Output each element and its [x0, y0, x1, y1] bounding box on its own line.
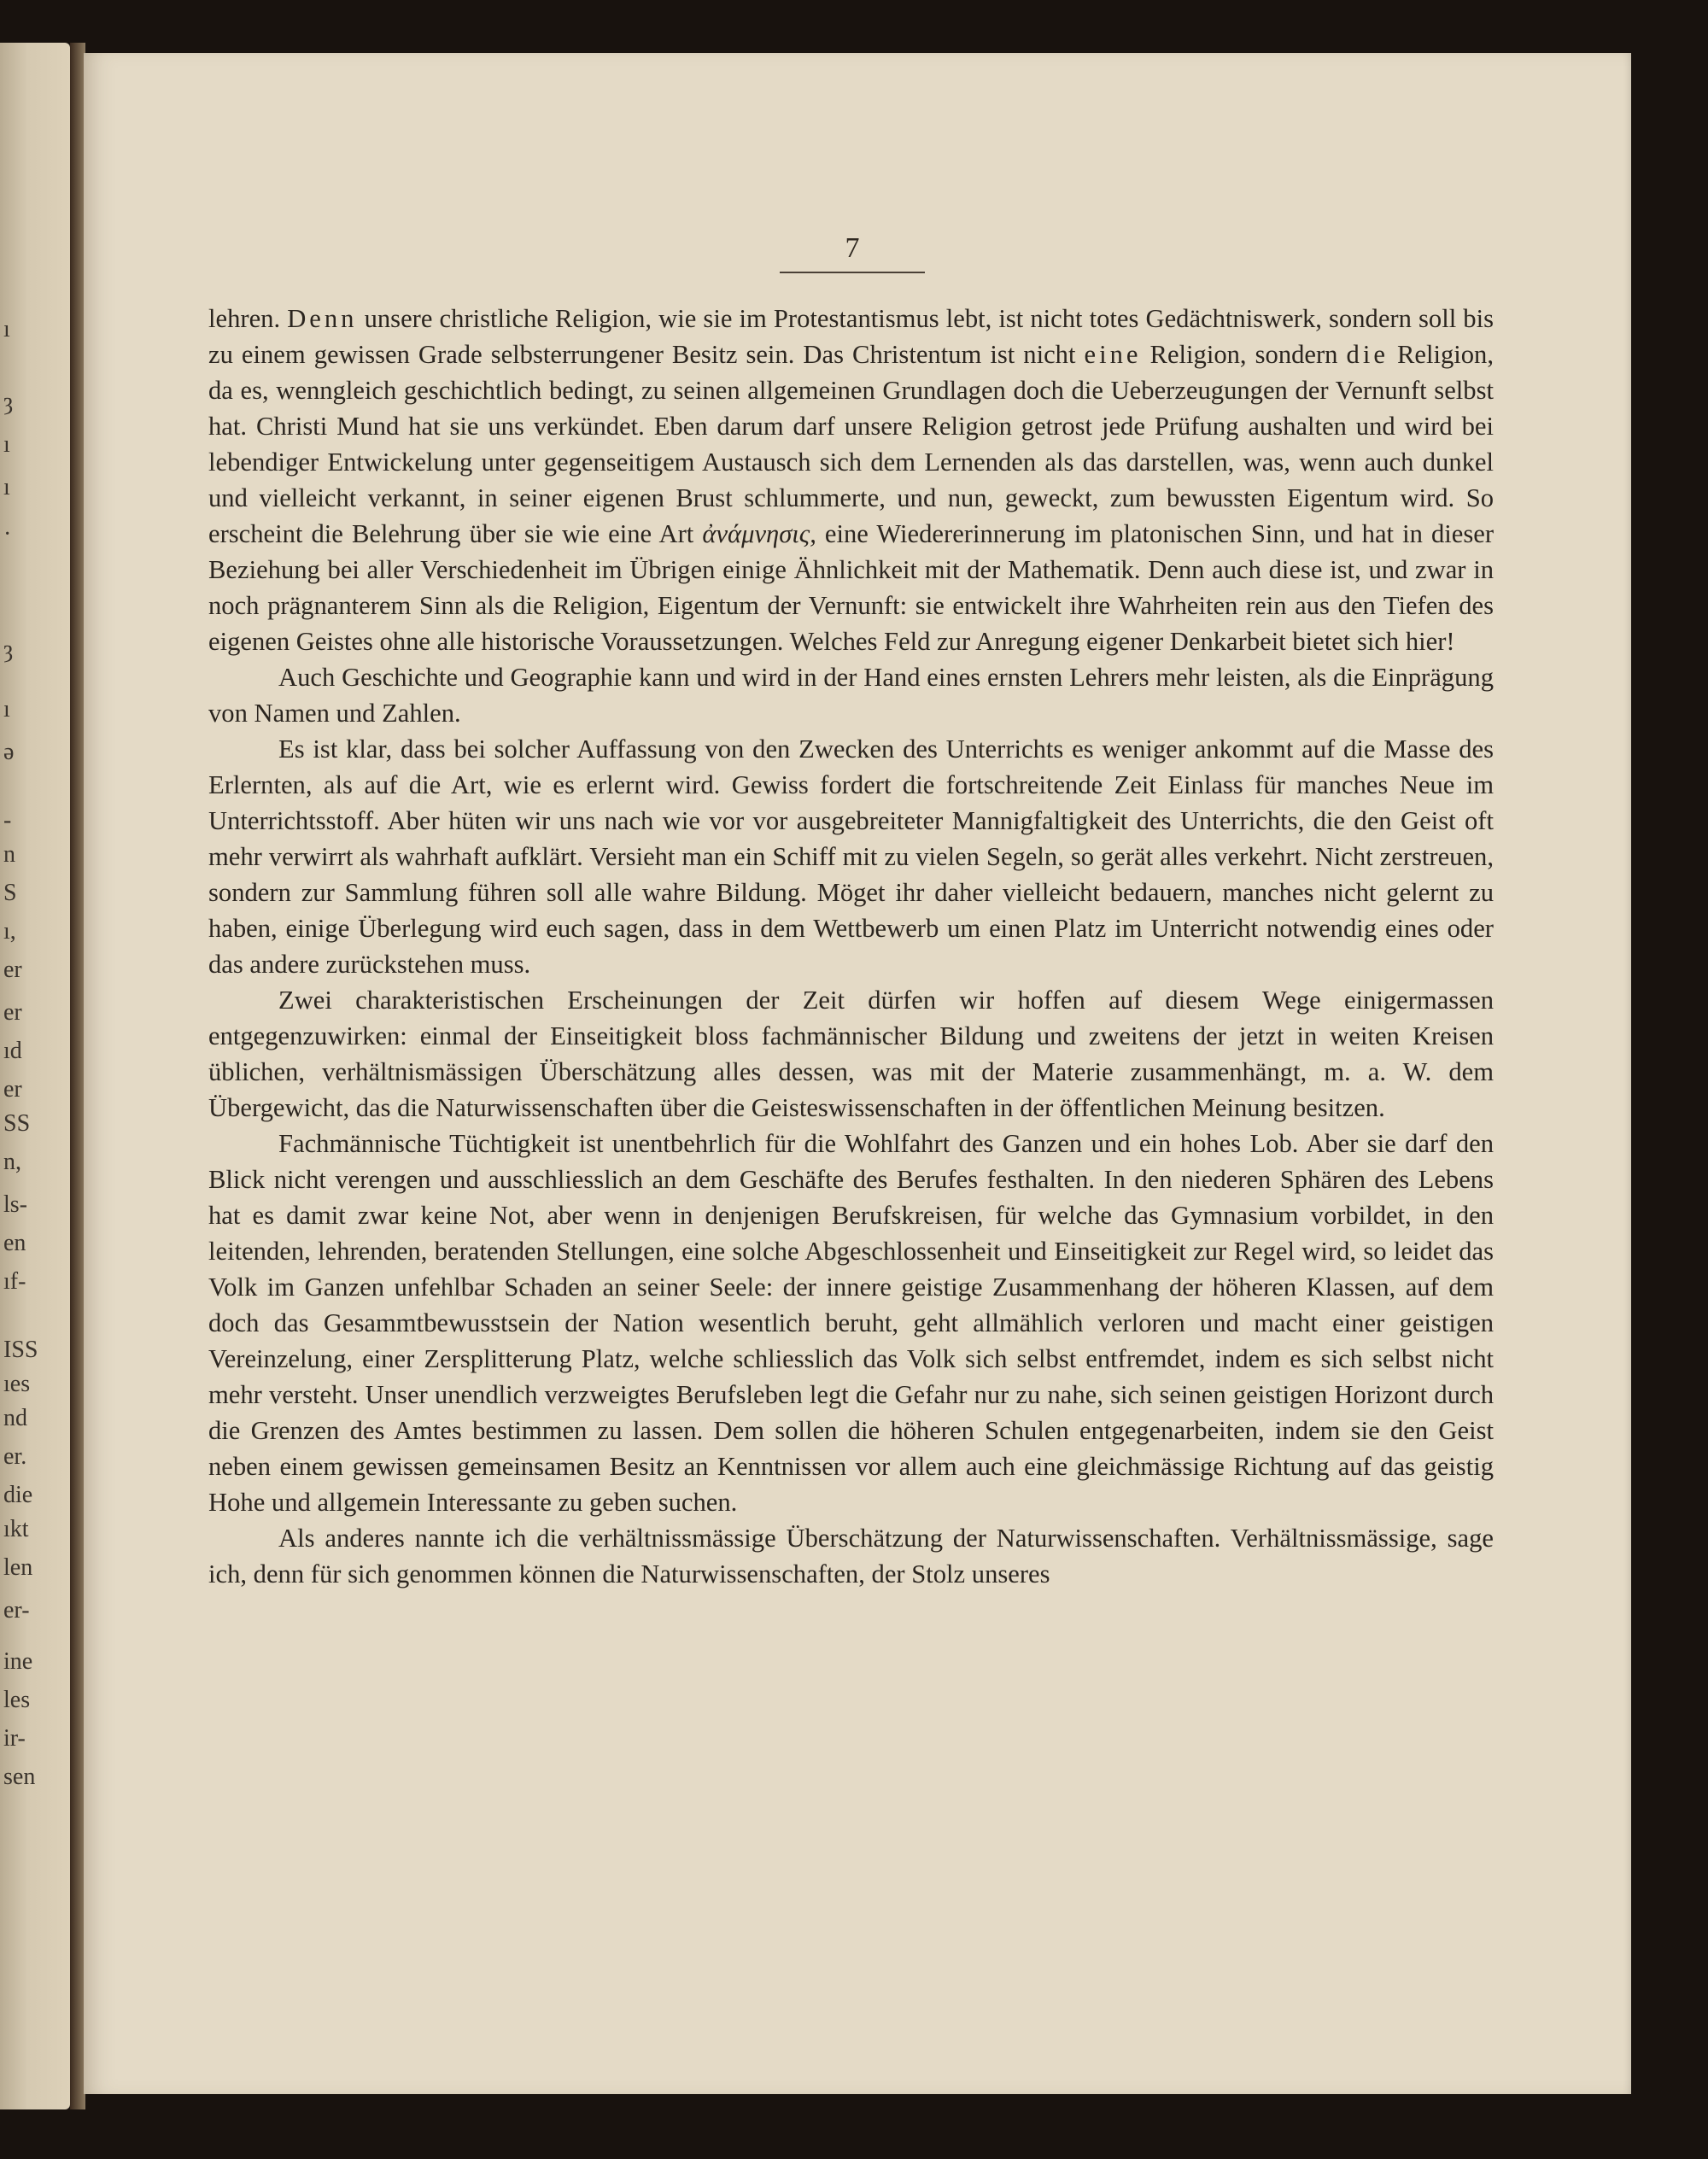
facing-page-text-fragment: n,: [3, 1149, 21, 1175]
facing-page-text-fragment: S: [3, 880, 17, 906]
facing-page-text-fragment: er.: [3, 1443, 27, 1470]
body-text: [208, 301, 1494, 1592]
facing-page-edge: [0, 43, 70, 2109]
paragraph: [208, 982, 1494, 1126]
facing-page-text-fragment: er: [3, 999, 22, 1026]
facing-page-text-fragment: er: [3, 957, 22, 983]
facing-page-text-fragment: ıkt: [3, 1516, 29, 1542]
spaced-emphasis: eine: [1084, 340, 1142, 369]
facing-page-text-fragment: les: [3, 1687, 31, 1713]
facing-page-text-fragment: ls-: [3, 1191, 27, 1218]
facing-page-text-fragment: ir-: [3, 1725, 26, 1752]
facing-page-text-fragment: die: [3, 1482, 33, 1508]
text-run: Auch Geschichte und Geographie kann und wird in der Hand eines ernsten Lehrers mehr leisten, als die Einprägung von Namen und Zahlen.: [208, 663, 1494, 728]
facing-page-text-fragment: ı: [3, 474, 10, 500]
facing-page-text-fragment: er: [3, 1076, 22, 1103]
facing-page-text-fragment: -: [3, 807, 12, 834]
text-run: lehren.: [208, 304, 288, 333]
text-run: Fachmännische Tüchtigkeit ist unentbehrlich für die Wohlfahrt des Ganzen und ein hohes Lob. Aber sie darf den Blick nicht verengen und ausschliesslich an dem Geschäfte des Berufes festhalten. In den niederen Sphären des Lebens hat es damit zwar keine Not, aber wenn in denjenigen Berufskreisen, für welche das Gymnasium vorbildet, in den leitenden, lehrenden, beratenden Stellungen, eine solche Abgeschlossenheit und Einseitigkeit zur Regel wird, so leidet das Volk im Ganzen unfehlbar Schaden an seiner Seele: der innere geistige Zusammenhang der höheren Klassen, auf dem doch das Gesammtbewusstsein der Nation wesentlich beruht, geht allmählich verloren und macht einer geistigen Vereinzelung, einer Zersplitterung Platz, welche schliesslich das Volk sich selbst entfremdet, indem es sich selbst nicht mehr versteht. Unser unendlich verzweigtes Berufsleben legt die Gefahr nur zu nahe, sich seinen geistigen Horizont durch die Grenzen des Amtes bestimmen zu lassen. Dem sollen die höheren Schulen entgegenarbeiten, indem sie den Geist neben einem gewissen gemeinsamen Besitz an Kenntnissen vor allem auch eine gleichmässige Richtung auf das geistig Hohe und allgemein Interessante zu geben suchen.: [208, 1129, 1494, 1517]
paragraph: [208, 731, 1494, 982]
spaced-emphasis: die: [1346, 340, 1389, 369]
paragraph: [208, 1126, 1494, 1520]
facing-page-text-fragment: ıf-: [3, 1268, 26, 1295]
facing-page-text-fragment: ə: [3, 739, 15, 765]
spaced-emphasis: Denn: [287, 304, 358, 333]
document-page: [84, 53, 1631, 2094]
text-run: Als anderes nannte ich die verhältnissmässige Überschätzung der Naturwissenschaften. Verhältnissmässige, sage ich, denn für sich genommen können die Naturwissenschaften, der Stolz unseres: [208, 1524, 1494, 1589]
facing-page-text-fragment: ISS: [3, 1337, 38, 1363]
paragraph: [208, 301, 1494, 659]
greek-term: ἀνάμνησις,: [702, 519, 816, 548]
text-run: unsere christliche Religion, wie sie im Protestantismus lebt, ist nicht totes Gedächtniswerk, sondern soll bis zu einem gewissen Grade selbsterrungener Besitz sein. Das Christentum ist nicht: [208, 304, 1494, 369]
page-number: 7: [845, 232, 860, 264]
facing-page-text-fragment: ·: [3, 521, 12, 547]
text-run: Es ist klar, dass bei solcher Auffassung von den Zwecken des Unterrichts es weniger ankommt auf die Masse des Erlernten, als auf die Art, wie es erlernt wird. Gewiss fordert die fortschreitende Zeit Einlass für manches Neue im Unterrichtsstoff. Aber hüten wir uns nach wie vor vor ausgebreiteter Mannigfaltigkeit des Unterrichts, die den Geist oft mehr verwirrt als wahrhaft aufklärt. Versieht man ein Schiff mit zu vielen Segeln, so gerät alles verkehrt. Nicht zerstreuen, sondern zur Sammlung führen soll alle wahre Bildung. Möget ihr daher vielleicht bedauern, manches nicht gelernt zu haben, einige Überlegung wird euch sagen, dass in dem Wettbewerb um einen Platz im Unterricht notwendig eines oder das andere zurückstehen muss.: [208, 734, 1494, 979]
facing-page-text-fragment: ı,: [3, 918, 16, 945]
facing-page-text-fragment: sen: [3, 1764, 36, 1790]
text-run: Zwei charakteristischen Erscheinungen der Zeit dürfen wir hoffen auf diesem Wege einigermassen entgegenzuwirken: einmal der Einseitigkeit bloss fachmännischer Bildung und zweitens der jetzt in weiten Kreisen üblichen, verhältnismässigen Überschätzung alles dessen, was mit der Materie zusammenhängt, m. a. W. dem Übergewicht, das die Naturwissenschaften über die Geisteswissenschaften in der öffentlichen Meinung besitzen.: [208, 986, 1494, 1122]
facing-page-text-fragment: ȝ: [3, 389, 14, 415]
facing-page-text-fragment: ine: [3, 1648, 33, 1675]
page-number-rule: [780, 232, 925, 273]
text-run: Religion, da es, wenngleich geschichtlich bedingt, zu seinen allgemeinen Grundlagen doch die Ueberzeugungen der Vernunft selbst hat. Christi Mund hat sie uns verkündet. Eben darum darf unsere Religion getrost jede Prüfung aushalten und wird bei lebendiger Entwickelung unter gegenseitigem Austausch sich dem Lernenden als das darstellen, was, wenn auch dunkel und vielleicht verkannt, in seiner eigenen Brust schlummerte, und nun, geweckt, zum bewussten Eigentum wird. So erscheint die Belehrung über sie wie eine Art: [208, 340, 1494, 548]
facing-page-text-fragment: n: [3, 841, 15, 868]
paragraph: [208, 1520, 1494, 1592]
facing-page-text-fragment: SS: [3, 1110, 31, 1137]
paragraph: [208, 659, 1494, 731]
facing-page-text-fragment: nd: [3, 1405, 27, 1431]
facing-page-text-fragment: ı: [3, 431, 10, 458]
facing-page-text-fragment: ıes: [3, 1371, 31, 1397]
facing-page-text-fragment: len: [3, 1554, 33, 1581]
facing-page-text-fragment: en: [3, 1230, 26, 1256]
facing-page-text-fragment: ȝ: [3, 636, 14, 663]
text-run: eine Wiedererinnerung im platonischen Sinn, und hat in dieser Beziehung bei aller Verschiedenheit im Übrigen einige Ähnlichkeit mit der Mathematik. Denn auch diese ist, und zwar in noch prägnanterem Sinn als die Religion, Eigentum der Vernunft: sie entwickelt ihre Wahrheiten rein aus den Tiefen des eigenen Geistes ohne alle historische Voraussetzungen. Welches Feld zur Anregung eigener Denkarbeit bietet sich hier!: [208, 519, 1494, 656]
text-run: Religion, sondern: [1141, 340, 1347, 369]
facing-page-text-fragment: ı: [3, 316, 10, 342]
facing-page-text-fragment: ı: [3, 696, 10, 723]
facing-page-text-fragment: ıd: [3, 1038, 22, 1064]
facing-page-text-fragment: er-: [3, 1597, 30, 1624]
